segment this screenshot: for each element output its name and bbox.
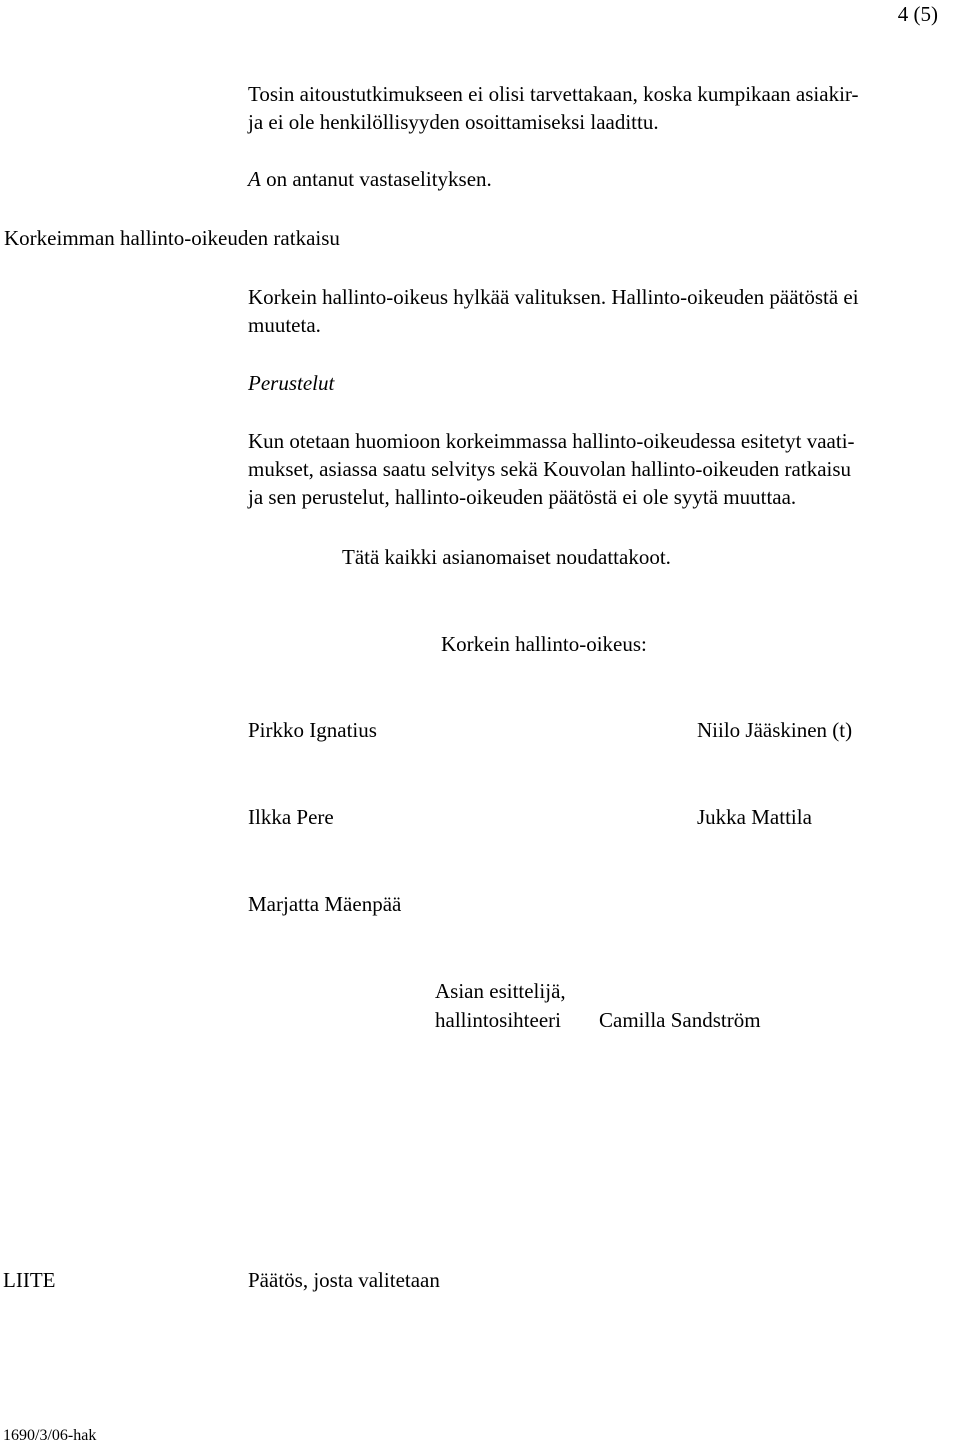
reasons-line: mukset, asiassa saatu selvitys sekä Kouvolan hallinto-oikeuden ratkaisu xyxy=(248,457,852,481)
presenter-name: Camilla Sandström xyxy=(599,1008,761,1032)
decision-paragraph xyxy=(248,283,960,339)
presenter-role: hallintosihteeri xyxy=(435,1008,561,1032)
compliance-statement: Tätä kaikki asianomaiset noudattakoot. xyxy=(342,545,671,569)
response-party: A xyxy=(248,167,261,191)
reasons-heading: Perustelut xyxy=(248,371,335,395)
signature-name: Jukka Mattila xyxy=(697,805,812,829)
signature-name: Marjatta Mäenpää xyxy=(248,892,402,916)
intro-line: Tosin aitoustutkimukseen ei olisi tarvettakaan, koska kumpikaan asiakir- xyxy=(248,82,859,106)
court-label: Korkein hallinto-oikeus: xyxy=(441,632,647,656)
page-number: 4 (5) xyxy=(897,2,938,26)
intro-paragraph xyxy=(248,80,960,136)
response-sentence xyxy=(248,165,492,193)
reasons-line: ja sen perustelut, hallinto-oikeuden päätöstä ei ole syytä muuttaa. xyxy=(248,485,797,509)
reasons-paragraph xyxy=(248,427,960,511)
appendix-text: Päätös, josta valitetaan xyxy=(248,1268,440,1292)
decision-line: Korkein hallinto-oikeus hylkää valituksen. Hallinto-oikeuden päätöstä ei xyxy=(248,285,859,309)
signature-name: Ilkka Pere xyxy=(248,805,334,829)
document-reference: 1690/3/06-hak xyxy=(3,1427,97,1444)
reasons-line: Kun otetaan huomioon korkeimmassa hallinto-oikeudessa esitetyt vaati- xyxy=(248,429,855,453)
section-heading: Korkeimman hallinto-oikeuden ratkaisu xyxy=(4,226,340,250)
response-text: on antanut vastaselityksen. xyxy=(260,167,492,191)
appendix-label: LIITE xyxy=(3,1268,56,1292)
intro-line: ja ei ole henkilöllisyyden osoittamiseksi laadittu. xyxy=(248,110,659,134)
signature-name: Niilo Jääskinen (t) xyxy=(697,718,853,742)
signature-name: Pirkko Ignatius xyxy=(248,718,377,742)
decision-line: muuteta. xyxy=(248,313,321,337)
presenter-role: Asian esittelijä, xyxy=(435,979,566,1003)
